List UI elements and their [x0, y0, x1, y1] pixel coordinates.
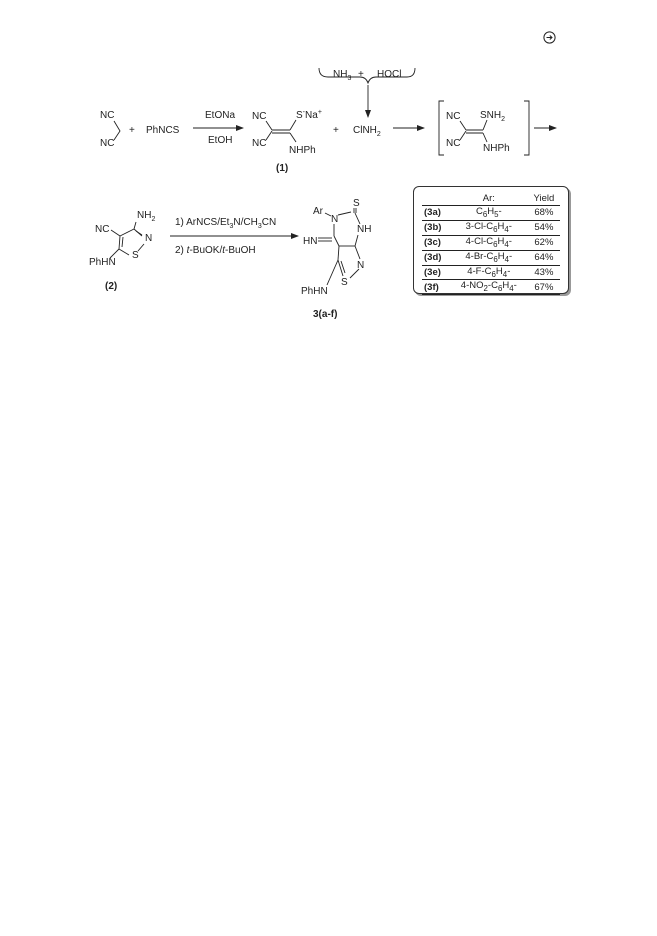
header-yield: Yield	[528, 193, 560, 206]
chloramine-generation	[319, 68, 415, 117]
phhn-label: PhHN	[89, 257, 116, 268]
na-charge: +	[317, 109, 322, 116]
ar-substituent: $4-Cl-C_6H_4-$	[450, 235, 528, 250]
condition-etona: EtONa	[205, 110, 236, 121]
table-row	[422, 280, 560, 295]
yield-table	[422, 193, 560, 295]
s-charge: -	[302, 109, 306, 116]
na-atom: Na	[305, 110, 318, 121]
yield-value: 62%	[528, 235, 560, 250]
circled-arrow-icon	[543, 31, 556, 44]
svg-text:1) ArNCS/Et3N/CH3CN: 1) ArNCS/$Et_3N/CH_3CN$	[175, 217, 277, 230]
cn-top-label: NC	[100, 110, 115, 121]
compound-2-structure	[89, 210, 155, 292]
table-row	[422, 265, 560, 280]
ar-label: Ar	[313, 206, 323, 217]
compound-code: (3c)	[422, 235, 450, 250]
phncs-label: PhNCS	[146, 125, 180, 136]
yield-value: 64%	[528, 250, 560, 265]
ring-s-label: S	[341, 277, 348, 288]
product-structure	[301, 198, 371, 320]
nh2-label: NH	[137, 210, 152, 221]
compound-2-label: (2)	[105, 281, 118, 292]
header-ar: Ar:	[450, 193, 528, 206]
table-row	[422, 206, 560, 221]
ring-n-label: N	[357, 260, 365, 271]
left-bracket	[439, 101, 444, 155]
yield-table-box	[413, 186, 569, 294]
nh3-label: NH	[333, 69, 348, 80]
hocl-label: HOCl	[377, 69, 402, 80]
phhn-label: PhHN	[301, 286, 328, 297]
table-header-row	[422, 193, 560, 206]
plus-sign-3: +	[358, 69, 364, 80]
compound-code: (3b)	[422, 220, 450, 235]
ar-substituent: $4-Br-C_6H_4-$	[450, 250, 528, 265]
nc-bottom-label: NC	[252, 138, 267, 149]
product-label: 3(a-f)	[313, 309, 338, 320]
right-bracket	[524, 101, 529, 155]
nhph-label: NHPh	[289, 145, 316, 156]
svg-text:NH2	[137, 210, 155, 223]
nc-top-label: NC	[252, 111, 267, 122]
plus-sign-2: +	[333, 125, 339, 136]
yield-value: 43%	[528, 265, 560, 280]
yield-value: 67%	[528, 280, 560, 295]
nc-top-label: NC	[446, 111, 461, 122]
compound-code: (3d)	[422, 250, 450, 265]
snh2-subscript: 2	[501, 116, 506, 123]
plus-sign: +	[129, 125, 135, 136]
imine-hn-label: HN	[303, 236, 318, 247]
nh3-subscript: 3	[347, 75, 352, 82]
table-row	[422, 250, 560, 265]
clnh2-label: ClNH	[353, 125, 377, 136]
table-row	[422, 220, 560, 235]
svg-text:SNH2	[480, 110, 505, 123]
compound-code: (3e)	[422, 265, 450, 280]
svg-text:ClNH2	[353, 125, 381, 138]
condition-1: 1) ArNCS/Et	[175, 217, 230, 228]
s-atom: S	[296, 110, 303, 121]
intermediate-structure	[439, 101, 529, 155]
malononitrile-structure	[100, 110, 120, 149]
condition-2: 2)	[175, 245, 187, 256]
ar-substituent: $C_6H_5-$	[450, 206, 528, 221]
nh-label: NH	[357, 224, 372, 235]
ar-substituent: $4-NO_2-C_6H_4-$	[450, 280, 528, 295]
nh2-subscript: 2	[151, 216, 156, 223]
header-code	[422, 193, 450, 206]
compound-code: (3f)	[422, 280, 450, 295]
nc-label: NC	[95, 224, 110, 235]
nhph-label: NHPh	[483, 143, 510, 154]
yield-value: 54%	[528, 220, 560, 235]
compound-1-label: (1)	[276, 163, 289, 174]
yield-value: 68%	[528, 206, 560, 221]
n-ar-label: N	[331, 214, 339, 225]
snh2-label: SNH	[480, 110, 502, 121]
svg-text:2) t-BuOK/t-BuOH: 2) t-BuOK/t-BuOH	[175, 245, 256, 256]
compound-1-structure	[252, 109, 322, 174]
nc-bottom-label: NC	[446, 138, 461, 149]
clnh2-subscript: 2	[376, 131, 381, 138]
condition-etoh: EtOH	[208, 135, 233, 146]
ring-n-label: N	[145, 233, 153, 244]
table-row	[422, 235, 560, 250]
ar-substituent: $4-F-C_6H_4-$	[450, 265, 528, 280]
compound-code: (3a)	[422, 206, 450, 221]
ring-s-label: S	[132, 250, 139, 261]
cn-bottom-label: NC	[100, 138, 115, 149]
svg-text:S-Na+	[296, 109, 322, 121]
thione-s-label: S	[353, 198, 360, 209]
ar-substituent: $3-Cl-C_6H_4-$	[450, 220, 528, 235]
svg-text:NH3	[333, 69, 351, 82]
